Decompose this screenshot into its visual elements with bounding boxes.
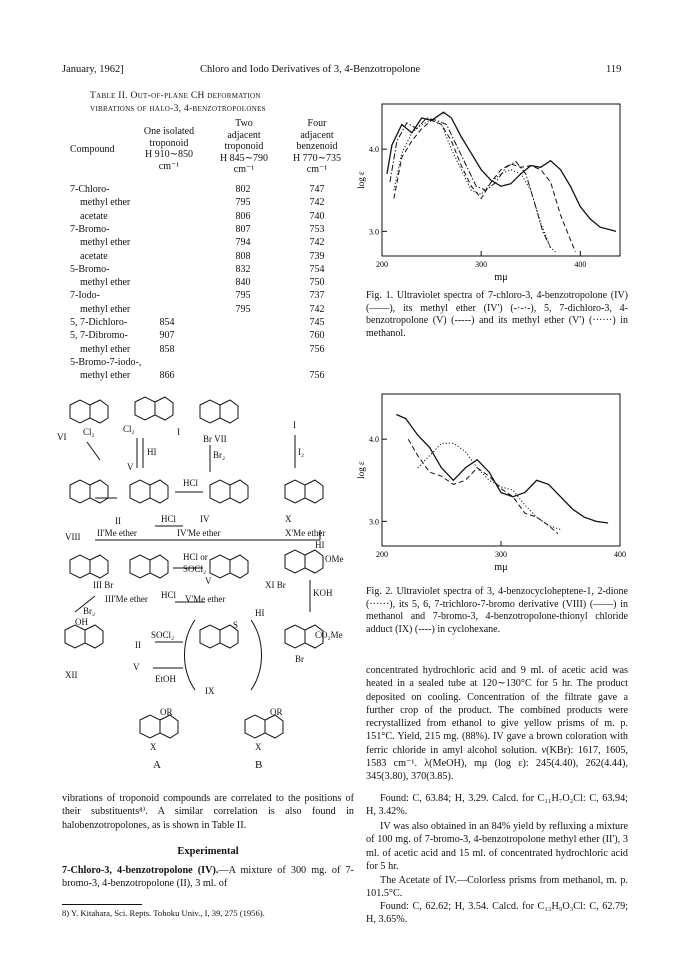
table-cell-name: 7-Bromo- xyxy=(70,223,110,235)
col-header-isolated: One isolated troponoid H 910∼850 cm⁻¹ xyxy=(143,126,195,172)
footnote-rule xyxy=(62,904,142,905)
scheme-label: HI xyxy=(315,540,325,550)
right-para3: The Acetate of IV.—Colorless prisms from methanol, m. p. 101.5°C. xyxy=(366,875,628,900)
series-line xyxy=(394,120,556,252)
y-tick-label: 3.0 xyxy=(369,517,379,527)
right-para2: IV was also obtained in an 84% yield by refluxing a mixture of 100 mg. of 7-bromo-3, 4-benzotropolone methyl ether (II'), 3 ml. of acetic acid and 15 ml. of concentrated hydrochloric acid for 5 hr. xyxy=(366,821,628,872)
scheme-labels xyxy=(57,420,344,771)
table-caption-line2: vibrations of halo-3, 4-benzotropolones xyxy=(90,104,266,114)
scheme-label: XII xyxy=(65,670,78,680)
scheme-label: V'Me ether xyxy=(185,594,226,604)
reaction-scheme xyxy=(55,390,365,780)
scheme-label: X xyxy=(150,742,157,752)
x-tick-label: 400 xyxy=(614,550,626,559)
figure-2-caption: Fig. 2. Ultraviolet spectra of 3, 4-benzocycloheptene-1, 2-dione (······), its 5, 6, 7-trichloro-7-bromo derivative (VIII) (——) in methanol and 7-bromo-3, 4-benzotropolone-thionyl chloride adduct (IX) (----) in cyclohexane. xyxy=(366,586,628,635)
scheme-label: I xyxy=(177,427,180,437)
scheme-label: I₂ xyxy=(298,447,305,457)
scheme-label: A xyxy=(153,759,161,771)
scheme-label: Br VII xyxy=(203,434,227,444)
table-cell-c2: 802 xyxy=(235,184,251,195)
table-cell-name: acetate xyxy=(80,210,108,222)
scheme-label: X xyxy=(285,514,292,524)
scheme-label: HI xyxy=(147,447,157,457)
scheme-label: VI xyxy=(57,432,67,442)
table-cell-c3: 754 xyxy=(309,263,325,275)
table-cell-c2: 806 xyxy=(235,210,251,222)
x-axis-label: mμ xyxy=(494,272,508,283)
table-cell-c2: 807 xyxy=(235,223,251,235)
x-tick-label: 300 xyxy=(495,550,507,559)
table-cell-name: methyl ether xyxy=(80,197,131,209)
figure-1-chart xyxy=(358,98,626,288)
x-tick-label: 200 xyxy=(376,260,388,269)
table-cell-name: 5, 7-Dibromo- xyxy=(70,330,128,342)
scheme-label: V xyxy=(133,662,140,672)
series-line xyxy=(394,120,576,252)
scheme-label: V xyxy=(127,462,134,472)
scheme-label: OR xyxy=(270,707,283,717)
table-cell-c2: 795 xyxy=(235,303,251,315)
scheme-label: SOCl₂ xyxy=(183,564,207,574)
scheme-label: X'Me ether xyxy=(285,528,326,538)
scheme-label: B xyxy=(255,759,263,771)
scheme-label: HCl xyxy=(161,590,177,600)
col-header-two-adjacent: Two adjacent troponoid H 845∼790 cm⁻¹ xyxy=(219,118,269,176)
right-found1: Found: C, 63.84; H, 3.29. Calcd. for C₁₁H₇O₂Cl: C, 63.94; H, 3.42%. xyxy=(366,793,628,818)
series-line xyxy=(418,443,561,529)
scheme-label: SOCl₂ xyxy=(151,630,175,640)
left-para2 xyxy=(62,864,354,891)
plot-frame xyxy=(382,104,620,256)
table-cell-c2: 795 xyxy=(235,290,251,302)
scheme-label: OH xyxy=(75,617,88,627)
header-date: January, 1962] xyxy=(62,64,124,75)
table-cell-c3: 747 xyxy=(309,184,325,195)
table-cell-c3: 740 xyxy=(309,210,325,222)
scheme-label: IX xyxy=(205,686,215,696)
table-caption-line1: Table II. Out-of-plane CH deformation xyxy=(90,91,261,101)
scheme-label: HCl or xyxy=(183,552,208,562)
scheme-label: III'Me ether xyxy=(105,594,148,604)
scheme-label: Br₂ xyxy=(83,606,96,616)
table-cell-c3: 742 xyxy=(309,237,325,249)
scheme-label: IV'Me ether xyxy=(177,528,221,538)
scheme-label: IV xyxy=(200,514,210,524)
table-cell-c3: 737 xyxy=(309,290,325,302)
scheme-label: V xyxy=(205,576,212,586)
scheme-label: Br₂ xyxy=(213,450,226,460)
scheme-label: OMe xyxy=(325,554,344,564)
table-cell-name: methyl ether xyxy=(80,303,131,315)
scheme-label: XI Br xyxy=(265,580,286,590)
table-cell-c2: 840 xyxy=(235,277,251,289)
table-cell-c2: 795 xyxy=(235,197,251,209)
scheme-label: EtOH xyxy=(155,674,176,684)
running-title: Chloro and Iodo Derivatives of 3, 4-Benzotropolone xyxy=(200,64,421,75)
table-cell-c1: 858 xyxy=(159,343,175,355)
table-cell-name: acetate xyxy=(80,250,108,262)
scheme-label: KOH xyxy=(313,588,333,598)
left-para2-text: —A mixture of 300 mg. of 7-bromo-3, 4-benzotropolone (II), 3 ml. of xyxy=(62,865,354,890)
col-header-four-adjacent: Four adjacent benzenoid H 770∼735 cm⁻¹ xyxy=(292,118,342,176)
left-para1: vibrations of troponoid compounds are correlated to the positions of their substituents⁸⁾. A similar correlation is also found in halobenzotropolones, as is shown in Table II. xyxy=(62,793,354,831)
right-para1: concentrated hydrochloric acid and 9 ml. of acetic acid was heated in a sealed tube at 120∼130°C for 5 hr. The product deposited on cooling. Concentration of the filtrate gave a further crop of the product. The combined products were recrystallized from ethanol to give yellow prisms of m. p. 151°C. Yield, 215 mg. (88%). IV gave a brown coloration with ferric chloride in amyl alcohol solution. ν(KBr): 1617, 1605, 1583 cm⁻¹. λ(MeOH), mμ (log ε): 245(4.40), 262(4.44), 345(3.80), 370(3.85). xyxy=(366,665,628,783)
scheme-label: HI xyxy=(255,608,265,618)
scheme-label: Br xyxy=(295,654,304,664)
table-cell-c3: 756 xyxy=(309,343,325,355)
table-cell-name: 5-Bromo-7-iodo-, xyxy=(70,356,142,368)
data-table xyxy=(70,118,360,393)
scheme-label: S xyxy=(233,620,239,630)
scheme-label: III Br xyxy=(93,580,114,590)
scheme-label: CO₂Me xyxy=(315,630,343,640)
table-cell-c3: 742 xyxy=(309,197,325,209)
footnote: 8) Y. Kitahara, Sci. Repts. Tohoku Univ., I, 39, 275 (1956). xyxy=(62,908,265,918)
compound-heading: 7-Chloro-3, 4-benzotropolone (IV). xyxy=(62,865,219,876)
scheme-label: II xyxy=(135,640,141,650)
x-tick-label: 200 xyxy=(376,550,388,559)
section-heading: Experimental xyxy=(177,846,239,857)
table-cell-c3: 739 xyxy=(309,250,325,262)
series-line xyxy=(396,415,608,524)
y-tick-label: 4.0 xyxy=(369,145,379,155)
y-axis-label: log ε xyxy=(356,171,366,189)
table-cell-c2: 808 xyxy=(235,250,251,262)
x-tick-label: 400 xyxy=(574,260,587,269)
table-cell-c2: 794 xyxy=(235,237,251,249)
table-cell-name: 5, 7-Dichloro- xyxy=(70,317,128,328)
table-cell-name: 5-Bromo- xyxy=(70,263,110,275)
y-tick-label: 4.0 xyxy=(369,435,379,445)
right-found2: Found: C, 62.62; H, 3.54. Calcd. for C₁₃H₉O₃Cl: C, 62.79; H, 3.65%. xyxy=(366,901,628,926)
figure-1-caption: Fig. 1. Ultraviolet spectra of 7-chloro-3, 4-benzotropolone (IV) (——), its methyl ether (IV') (-·-·-), 5, 7-dichloro-3, 4-benzotropolone (V) (-----) and its methyl ether (V') (······) in methanol. xyxy=(366,290,628,339)
scheme-label: VIII xyxy=(65,532,81,542)
scheme-label: HCl xyxy=(161,514,177,524)
table-cell-name: methyl ether xyxy=(80,343,131,355)
table-cell-name: methyl ether xyxy=(80,370,131,382)
plot-frame xyxy=(382,394,620,546)
scheme-label: Cl₂ xyxy=(123,424,135,434)
table-cell-c3: 760 xyxy=(309,330,325,342)
table-cell-c1: 866 xyxy=(159,370,175,382)
scheme-label: OR xyxy=(160,707,173,717)
table-cell-name: 7-Iodo- xyxy=(70,290,100,302)
table-cell-name: methyl ether xyxy=(80,237,131,249)
table-cell-c3: 745 xyxy=(309,317,325,328)
table-cell-c1: 854 xyxy=(159,317,175,328)
series-line xyxy=(387,112,616,231)
table-cell-c3: 742 xyxy=(309,303,325,315)
y-tick-label: 3.0 xyxy=(369,227,379,237)
x-tick-label: 300 xyxy=(475,260,488,269)
table-cell-c3: 750 xyxy=(309,277,325,289)
series-line xyxy=(408,439,558,534)
table-cell-c1: 907 xyxy=(159,330,175,342)
figure-2-chart xyxy=(356,388,626,573)
scheme-label: II xyxy=(115,516,121,526)
page-number: 119 xyxy=(606,64,622,75)
table-cell-name: methyl ether xyxy=(80,277,131,289)
col-header-compound: Compound xyxy=(70,144,115,155)
table-cell-c3: 753 xyxy=(309,223,325,235)
x-axis-label: mμ xyxy=(494,562,508,573)
table-cell-name: 7-Chloro- xyxy=(70,184,110,195)
scheme-label: Cl₂ xyxy=(83,427,95,437)
table-cell-c2: 832 xyxy=(235,263,251,275)
scheme-label: HCl xyxy=(183,478,199,488)
table-cell-c3: 756 xyxy=(309,370,325,382)
scheme-label: I xyxy=(293,420,296,430)
scheme-label: X xyxy=(255,742,262,752)
y-axis-label: log ε xyxy=(356,461,366,479)
scheme-label: II'Me ether xyxy=(97,528,137,538)
